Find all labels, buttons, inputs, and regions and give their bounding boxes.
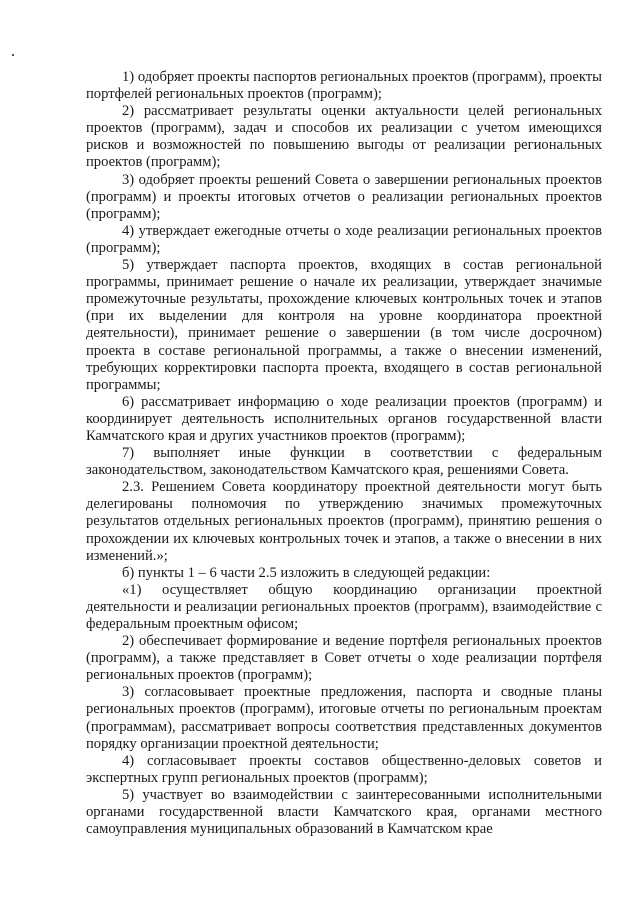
item-6-coordination: 6) рассматривает информацию о ходе реализации проектов (программ) и координирует деятельность исполнительных органов государственной власти Камчатского края и других участников проектов (программ); [86, 393, 602, 444]
clause-2-3: 2.3. Решением Совета координатору проектной деятельности могут быть делегированы полномочия по утверждению значимых промежуточных результатов отдельных региональных проектов (программ), принятию решения о прохождении их ключевых контрольных точек и этапов, а также о внесении в них изменений.»; [86, 479, 602, 564]
coordinator-item-1: «1) осуществляет общую координацию организации проектной деятельности и реализации региональных проектов (программ), взаимодействие с федеральным проектным офисом; [86, 581, 602, 632]
document-body [86, 69, 602, 838]
item-1-approves-passports: 1) одобряет проекты паспортов региональных проектов (программ), проекты портфелей региональных проектов (программ); [86, 69, 602, 103]
amendment-b: б) пункты 1 – 6 части 2.5 изложить в следующей редакции: [122, 564, 491, 581]
item-7-other-functions: 7) выполняет иные функции в соответствии с федеральным законодательством, законодательством Камчатского края, решениями Совета. [86, 445, 602, 479]
item-3-approves-decisions: 3) одобряет проекты решений Совета о завершении региональных проектов (программ) и проекты итоговых отчетов о реализации региональных проектов (программ); [86, 171, 602, 222]
item-2-reviews-evaluation: 2) рассматривает результаты оценки актуальности целей региональных проектов (программ), задач и способов их реализации с учетом имеющихся рисков и возможностей по повышению выгоды от реализации региональных проектов (программ); [86, 103, 602, 171]
item-5-project-passports: 5) утверждает паспорта проектов, входящих в состав региональной программы, принимает решение о начале их реализации, утверждает значимые промежуточные результаты, прохождение ключевых контрольных точек и этапов (при их выделении для контроля на уровне координатора проектной деятельности), принимает решение о завершении (в том числе досрочном) проекта в составе региональной программы, а также о внесении изменений, требующих корректировки паспорта проекта, входящего в состав региональной программы; [86, 257, 602, 393]
coordinator-item-5: 5) участвует во взаимодействии с заинтересованными исполнительными органами государственной власти Камчатского края, органами местного самоуправления муниципальных образований в Камчатском крае [86, 786, 602, 838]
item-4-annual-reports: 4) утверждает ежегодные отчеты о ходе реализации региональных проектов (программ); [86, 222, 602, 256]
coordinator-item-4: 4) согласовывает проекты составов общественно-деловых советов и экспертных групп региональных проектов (программ); [86, 752, 602, 786]
scan-speck [12, 54, 14, 56]
coordinator-item-2: 2) обеспечивает формирование и ведение портфеля региональных проектов (программ), а также представляет в Совет отчеты о ходе реализации портфеля региональных проектов (программ); [86, 633, 602, 684]
coordinator-item-3: 3) согласовывает проектные предложения, паспорта и сводные планы региональных проектов (программ), итоговые отчеты по региональным проектам (программам), рассматривает вопросы соответствия представленных документов порядку организации проектной деятельности; [86, 684, 602, 752]
